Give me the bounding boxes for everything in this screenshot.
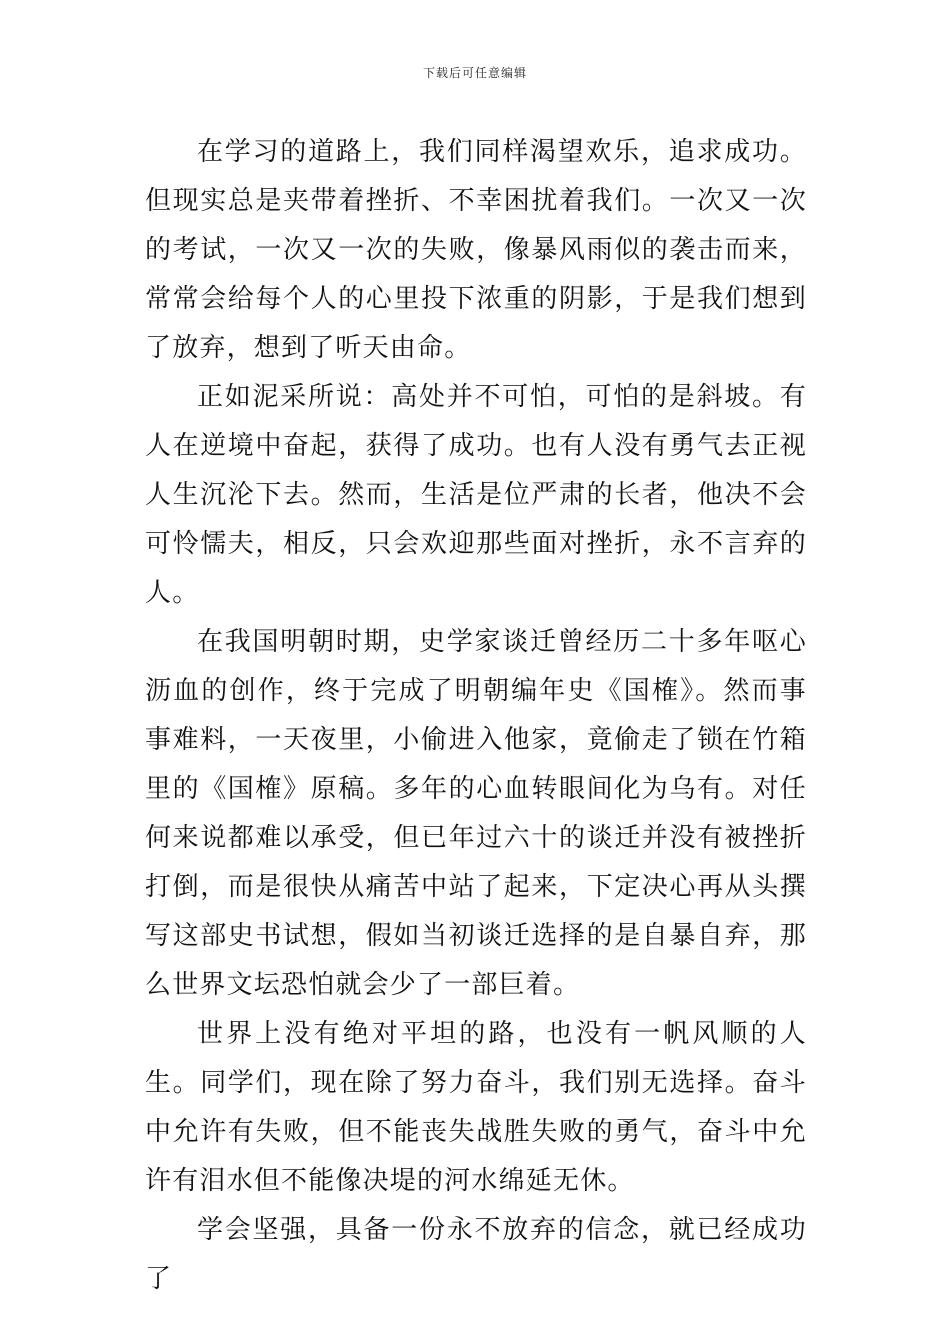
page-header: 下载后可任意编辑 <box>422 66 527 80</box>
paragraph: 世界上没有绝对平坦的路，也没有一帆风顺的人生。同学们，现在除了努力奋斗，我们别无选择。奋斗中允许有失败，但不能丧失战胜失败的勇气，奋斗中允许有泪水但不能像决堤的河水绵延无休。 <box>145 1019 807 1196</box>
paragraph: 学会坚强，具备一份永不放弃的信念，就已经成功了 <box>145 1215 807 1294</box>
paragraph: 在学习的道路上，我们同样渴望欢乐，追求成功。但现实总是夹带着挫折、不幸困扰着我们。一次又一次的考试，一次又一次的失败，像暴风雨似的袭击而来，常常会给每个人的心里投下浓重的阴影，于是我们想到了放弃，想到了听天由命。 <box>145 137 807 363</box>
document-body <box>145 128 807 1304</box>
paragraph: 正如泥采所说：高处并不可怕，可怕的是斜坡。有人在逆境中奋起，获得了成功。也有人没有勇气去正视人生沉沦下去。然而，生活是位严肃的长者，他决不会可怜懦夫，相反，只会欢迎那些面对挫折，永不言弃的人。 <box>145 382 807 608</box>
paragraph: 在我国明朝时期，史学家谈迁曾经历二十多年呕心沥血的创作，终于完成了明朝编年史《国榷》。然而事事难料，一天夜里，小偷进入他家，竟偷走了锁在竹箱里的《国榷》原稿。多年的心血转眼间化为乌有。对任何来说都难以承受，但已年过六十的谈迁并没有被挫折打倒，而是很快从痛苦中站了起来，下定决心再从头撰写这部史书试想，假如当初谈迁选择的是自暴自弃，那么世界文坛恐怕就会少了一部巨着。 <box>145 627 807 1000</box>
